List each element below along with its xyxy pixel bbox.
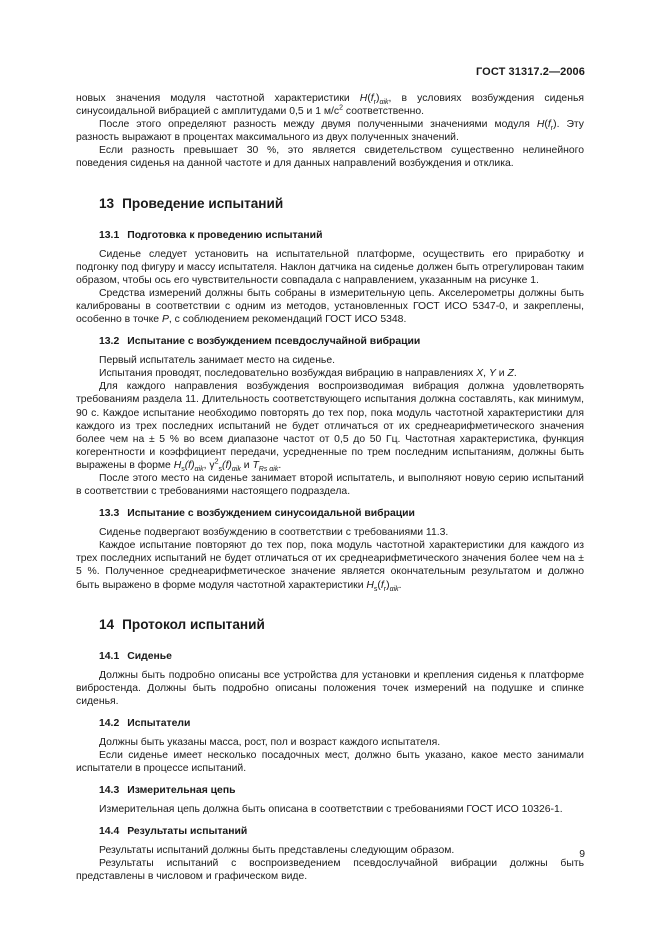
s14-4-paragraph-1: Результаты испытаний должны быть представлены следующим образом. — [99, 845, 455, 857]
subsection-14-3-heading: 14.3 Измерительная цепь — [99, 785, 236, 797]
s14-4-paragraph-2: Результаты испытаний с воспроизведением псевдослучайной вибрации должны быть представлены в числовом и графическом виде. — [76, 858, 584, 883]
s14-2-paragraph-1: Должны быть указаны масса, рост, пол и возраст каждого испытателя. — [99, 736, 441, 748]
section-14-heading: 14 Протокол испытаний — [99, 616, 265, 632]
page-content — [76, 92, 584, 884]
subsection-13-3-heading: 13.3 Испытание с возбуждением синусоидальной вибрации — [99, 508, 415, 520]
document-code-header: ГОСТ 31317.2—2006 — [475, 66, 585, 78]
subsection-14-1-heading: 14.1 Сиденье — [99, 650, 172, 662]
s13-3-paragraph-1: Сиденье подвергают возбуждению в соответствии с требованиями 11.3. — [99, 527, 449, 539]
s13-2-paragraph-3: Для каждого направления возбуждения воспроизводимая вибрация должна удовлетворять требованиям раздела 11. Длительность соответствующего испытания должна составлять, как минимум, 90 с. Каждое испытание необходимо повторять до тех пор, пока модуль частотной характеристики для каждого из трех последних испытаний не будет отличаться от их среднеарифметического значения более чем на ± 5 % во всем диапазоне частот от 0,5 до 50 Гц. Частотная характеристика, функция когерентности и коэффициент передачи, усредненные по трем последним испытаниям, должны быть выражены в форме $H_s(f)_{\alpha ik}$, $\gamma^2_s(f)_{\alpha ik}$ и $T_{Rs \alpha ik}$. — [76, 381, 584, 473]
subsection-13-2-heading: 13.2 Испытание с возбуждением псевдослучайной вибрации — [99, 336, 421, 348]
subsection-14-4-heading: 14.4 Результаты испытаний — [99, 826, 248, 838]
s13-2-paragraph-1: Первый испытатель занимает место на сиденье. — [99, 355, 336, 367]
s13-2-paragraph-4: После этого место на сиденье занимает второй испытатель, и выполняют новую серию испытаний в соответствии с требованиями настоящего подраздела. — [76, 472, 584, 498]
s13-1-paragraph-1: Сиденье следует установить на испытательной платформе, осуществить его приработку и подгонку под фигуру и массу испытателя. Наклон датчика на сиденье должен быть отрегулирован таким образом, чтобы ось его чувствительности совпадала с направлением, указанным на рисунке 1. — [76, 248, 584, 286]
s14-1-paragraph-1: Должны быть подробно описаны все устройства для установки и крепления сиденья к платформе вибростенда. Должны быть подробно описаны положения точек измерений на подушке и спинке сиденья. — [76, 669, 584, 707]
page-number: 9 — [579, 849, 585, 860]
s13-1-paragraph-2: Средства измерений должны быть собраны в измерительную цепь. Акселерометры должны быть калиброваны в соответствии с одним из методов, установленных ГОСТ ИСО 5347-0, и закреплены, особенно в точке P, с соблюдением рекомендаций ГОСТ ИСО 5348. — [76, 287, 584, 326]
s13-2-paragraph-2: Испытания проводят, последовательно возбуждая вибрацию в направлениях X, Y и Z. — [99, 368, 517, 380]
intro-paragraph-1: новых значения модуля частотной характеристики $H(f_r)_{\alpha ik}$, в условиях возбуждения сиденья синусоидальной вибрацией с амплитудами 0,5 и 1 $м/с^2$ соответственно. — [76, 93, 584, 118]
intro-paragraph-2: После этого определяют разность между двумя полученными значениями модуля $H(f_r)$. Эту разность выражают в процентах максимального из двух полученных значений. — [76, 119, 584, 144]
section-13-heading: 13 Проведение испытаний — [99, 195, 284, 211]
subsection-13-1-heading: 13.1 Подготовка к проведению испытаний — [99, 229, 323, 241]
subsection-14-2-heading: 14.2 Испытатели — [99, 717, 191, 729]
intro-paragraph-3: Если разность превышает 30 %, это является свидетельством существенно нелинейного поведения сиденья на данной частоте и для данных направлений возбуждения и отклика. — [76, 145, 584, 170]
s14-3-paragraph-1: Измерительная цепь должна быть описана в соответствии с требованиями ГОСТ ИСО 10326-1. — [99, 804, 563, 816]
s13-3-paragraph-2: Каждое испытание повторяют до тех пор, пока модуль частотной характеристики для каждого из трех последних испытаний не будет отличаться от их среднеарифметического значения более чем на ± 5 %. Полученное среднеарифметическое значение является окончательным результатом и должно быть выражено в форме модуля частотной характеристики $H_s(f_r)_{\alpha ik}$. — [76, 540, 584, 593]
s14-2-paragraph-2: Если сиденье имеет несколько посадочных мест, должно быть указано, какое место занимали испытатели в процессе испытаний. — [76, 750, 584, 775]
